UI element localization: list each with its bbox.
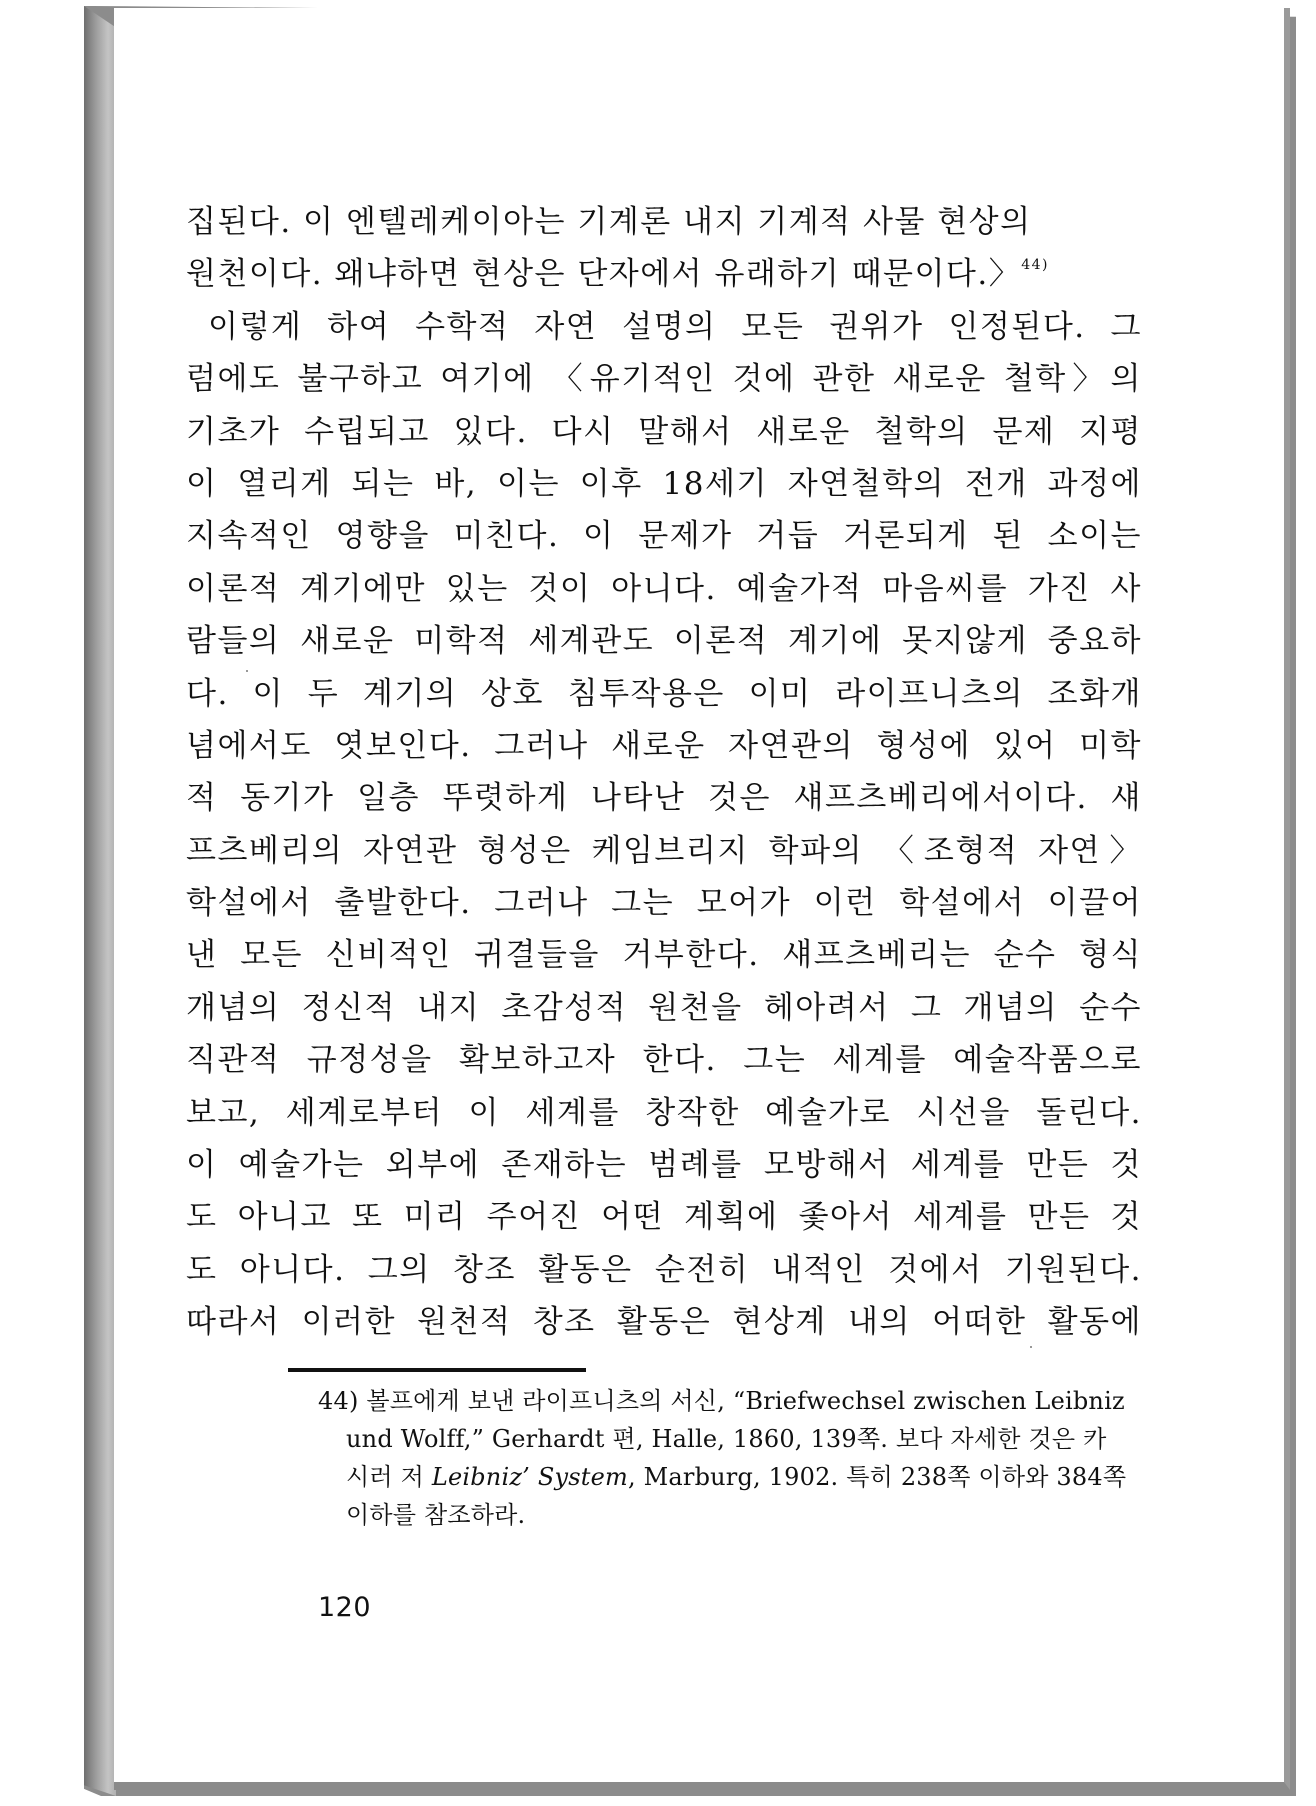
body-line: 다. 이 두 계기의 상호 침투작용은 이미 라이프니츠의 조화개 (186, 675, 1142, 712)
speck (1030, 1346, 1032, 1348)
footnote-reference: 44) (1021, 257, 1050, 274)
body-line: 이론적 계기에만 있는 것이 아니다. 예술가적 마음씨를 가진 사 (186, 570, 1142, 607)
body-line: 념에서도 엿보인다. 그러나 새로운 자연관의 형성에 있어 미학 (186, 727, 1142, 764)
speck (246, 670, 248, 672)
body-line: 람들의 새로운 미학적 세계관도 이론적 계기에 못지않게 중요하 (186, 623, 1142, 660)
body-line: 학설에서 출발한다. 그러나 그는 모어가 이런 학설에서 이끌어 (186, 885, 1142, 922)
body-line: 개념의 정신적 내지 초감성적 원천을 헤아려서 그 개념의 순수 (186, 989, 1142, 1026)
body-line: 보고, 세계로부터 이 세계를 창작한 예술가로 시선을 돌린다. (186, 1094, 1142, 1131)
footnote-divider (288, 1368, 586, 1372)
body-line: 직관적 규정성을 확보하고자 한다. 그는 세계를 예술작품으로 (186, 1042, 1142, 1079)
footnote (318, 1382, 1140, 1534)
footnote-line: und Wolff,” Gerhardt 편, Halle, 1860, 139쪽. 보다 자세한 것은 카 (346, 1425, 1107, 1453)
body-line: 기초가 수립되고 있다. 다시 말해서 새로운 철학의 문제 지평 (186, 413, 1142, 450)
footnote-line: 시러 저 Leibniz’ System, Marburg, 1902. 특히 238쪽 이하와 384쪽 (346, 1463, 1127, 1491)
footnote-line: 이하를 참조하라. (346, 1501, 526, 1529)
body-line: 이 예술가는 외부에 존재하는 범례를 모방해서 세계를 만든 것 (186, 1147, 1142, 1184)
body-line: 도 아니다. 그의 창조 활동은 순전히 내적인 것에서 기원된다. (186, 1251, 1142, 1288)
body-line: 집된다. 이 엔텔레케이아는 기계론 내지 기계적 사물 현상의 (186, 204, 1032, 240)
body-line: 적 동기가 일층 뚜렷하게 나타난 것은 섀프츠베리에서이다. 섀 (186, 780, 1142, 817)
body-line: 원천이다. 왜냐하면 현상은 단자에서 유래하기 때문이다.〉$^{44)}$ (186, 256, 1050, 293)
body-line: 럼에도 불구하고 여기에 〈유기적인 것에 관한 새로운 철학〉의 (186, 361, 1142, 398)
body-line: 낸 모든 신비적인 귀결들을 거부한다. 섀프츠베리는 순수 형식 (186, 937, 1142, 974)
body-line: 지속적인 영향을 미친다. 이 문제가 거듭 거론되게 된 소이는 (186, 518, 1142, 555)
page-number: 120 (318, 1592, 372, 1623)
body-line: 따라서 이러한 원천적 창조 활동은 현상계 내의 어떠한 활동에 (186, 1304, 1142, 1341)
footnote-line: 44) 볼프에게 보낸 라이프니츠의 서신, “Briefwechsel zwischen Leibniz (318, 1387, 1125, 1415)
body-text (186, 196, 1142, 1349)
book-title-italic: Leibniz’ System (431, 1463, 628, 1491)
body-line: 프츠베리의 자연관 형성은 케임브리지 학파의 〈조형적 자연〉 (186, 832, 1142, 869)
page-edge (84, 6, 116, 1796)
body-line: 이렇게 하여 수학적 자연 설명의 모든 권위가 인정된다. 그 (208, 308, 1142, 345)
body-line: 도 아니고 또 미리 주어진 어떤 계획에 좇아서 세계를 만든 것 (186, 1199, 1142, 1236)
body-line: 이 열리게 되는 바, 이는 이후 18세기 자연철학의 전개 과정에 (186, 465, 1142, 502)
